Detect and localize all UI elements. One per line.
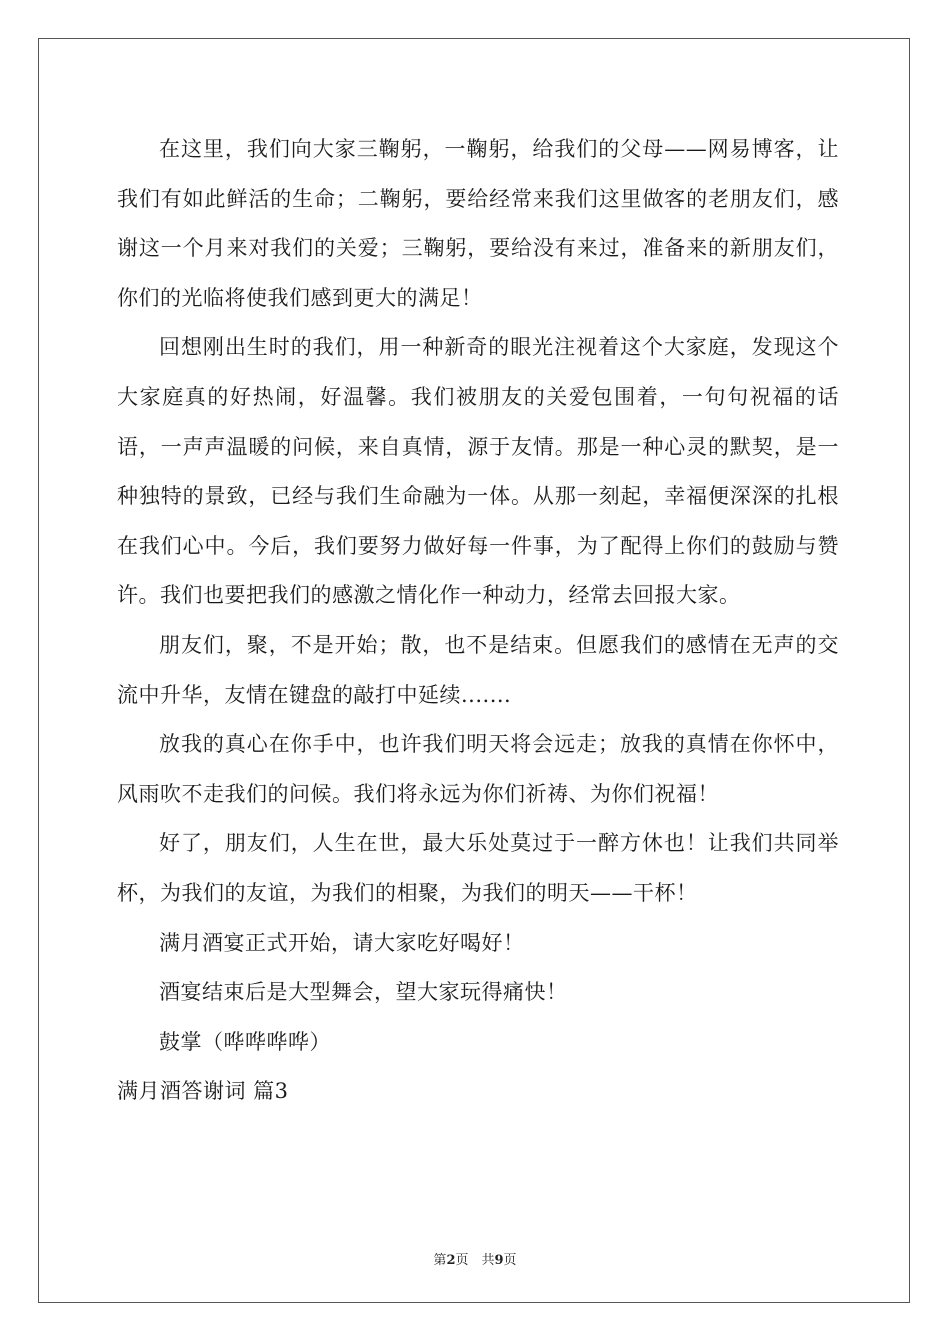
section-heading: 满月酒答谢词 篇3 xyxy=(117,1079,289,1104)
footer-prefix: 第 xyxy=(433,1253,447,1268)
paragraph-8: 鼓掌（哗哗哗哗） xyxy=(159,1029,331,1054)
footer-suffix: 页 xyxy=(503,1253,517,1268)
footer-mid: 页 共 xyxy=(455,1253,495,1268)
footer-current-page: 2 xyxy=(446,1253,456,1268)
paragraph-4: 放我的真心在你手中，也许我们明天将会远走；放我的真情在你怀中，风雨吹不走我们的问候。我们将永远为你们祈祷、为你们祝福！ xyxy=(117,732,839,806)
paragraph-3: 朋友们，聚，不是开始；散，也不是结束。但愿我们的感情在无声的交流中升华，友情在键盘的敲打中延续....... xyxy=(117,632,839,707)
paragraph-7: 酒宴结束后是大型舞会，望大家玩得痛快！ xyxy=(159,980,568,1005)
paragraph-5: 好了，朋友们，人生在世，最大乐处莫过于一醉方休也！让我们共同举杯，为我们的友谊，为我们的相聚，为我们的明天——干杯！ xyxy=(117,831,839,905)
footer-total-pages: 9 xyxy=(494,1253,504,1268)
document-body xyxy=(117,125,839,1117)
paragraph-2: 回想刚出生时的我们，用一种新奇的眼光注视着这个大家庭，发现这个大家庭真的好热闹，好温馨。我们被朋友的关爱包围着，一句句祝福的话语，一声声温暖的问候，来自真情，源于友情。那是一种心灵的默契，是一种独特的景致，已经与我们生命融为一体。从那一刻起，幸福便深深的扎根在我们心中。今后，我们要努力做好每一件事，为了配得上你们的鼓励与赞许。我们也要把我们的感激之情化作一种动力，经常去回报大家。 xyxy=(117,335,839,608)
paragraph-1: 在这里，我们向大家三鞠躬，一鞠躬，给我们的父母——网易博客，让我们有如此鲜活的生命；二鞠躬，要给经常来我们这里做客的老朋友们，感谢这一个月来对我们的关爱；三鞠躬，要给没有来过，准备来的新朋友们，你们的光临将使我们感到更大的满足！ xyxy=(117,137,839,310)
page-footer xyxy=(0,1249,950,1268)
paragraph-6: 满月酒宴正式开始，请大家吃好喝好！ xyxy=(159,930,525,955)
